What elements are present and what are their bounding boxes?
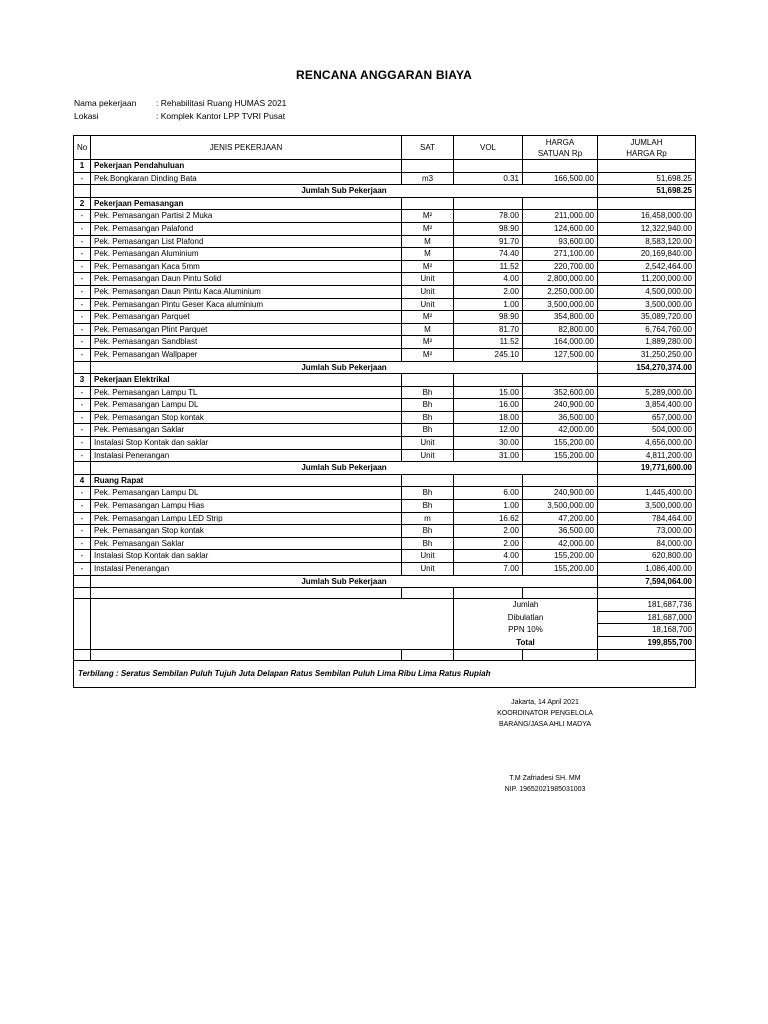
empty-cell (454, 197, 523, 210)
item-volume: 81.70 (454, 323, 523, 336)
table-row (74, 235, 696, 248)
subtotal-value: 7,594,064.00 (598, 575, 696, 588)
item-unit: M² (402, 348, 454, 361)
table-row (74, 424, 696, 437)
table-row (74, 563, 696, 576)
subtotal-row (74, 575, 696, 588)
item-total: 784,464.00 (598, 512, 696, 525)
item-bullet: - (74, 411, 91, 424)
section-title: Pekerjaan Pendahuluan (91, 160, 402, 173)
item-bullet: - (74, 512, 91, 525)
subtotal-value: 154,270,374.00 (598, 361, 696, 374)
item-unit: Bh (402, 386, 454, 399)
item-bullet: - (74, 323, 91, 336)
item-name: Pek. Pemasangan Lampu Hias (91, 500, 402, 513)
item-unit-price: 166,500.00 (523, 172, 598, 185)
section-header-row (74, 160, 696, 173)
summary-label: PPN 10% (454, 624, 598, 637)
meta-location (74, 111, 285, 121)
item-bullet: - (74, 172, 91, 185)
item-unit-price: 164,000.00 (523, 336, 598, 349)
table-row (74, 386, 696, 399)
item-name: Instalasi Stop Kontak dan saklar (91, 437, 402, 450)
item-bullet: - (74, 500, 91, 513)
table-body (74, 160, 696, 688)
item-name: Pek. Pemasangan Saklar (91, 537, 402, 550)
item-bullet: - (74, 235, 91, 248)
item-volume: 16.00 (454, 399, 523, 412)
item-bullet: - (74, 550, 91, 563)
summary-row (74, 599, 696, 612)
terbilang-row (74, 660, 696, 687)
item-bullet: - (74, 273, 91, 286)
item-unit-price: 240,900.00 (523, 399, 598, 412)
item-unit: M² (402, 336, 454, 349)
item-bullet: - (74, 285, 91, 298)
item-total: 4,811,200.00 (598, 449, 696, 462)
item-name: Pek. Pemasangan List Plafond (91, 235, 402, 248)
empty-cell (91, 599, 454, 612)
empty-cell (91, 611, 454, 624)
meta-location-value: : Komplek Kantor LPP TVRI Pusat (156, 111, 286, 121)
item-unit-price: 42,000.00 (523, 537, 598, 550)
item-unit: M² (402, 311, 454, 324)
summary-row (74, 624, 696, 637)
item-volume: 15.00 (454, 386, 523, 399)
table-row (74, 348, 696, 361)
section-number: 4 (74, 474, 91, 487)
item-total: 8,583,120.00 (598, 235, 696, 248)
item-volume: 2.00 (454, 525, 523, 538)
item-bullet: - (74, 399, 91, 412)
item-total: 620,800.00 (598, 550, 696, 563)
item-name: Pek. Pemasangan Lampu DL (91, 399, 402, 412)
section-header-row (74, 474, 696, 487)
item-unit-price: 36,500.00 (523, 525, 598, 538)
empty-cell (402, 197, 454, 210)
empty-cell (598, 197, 696, 210)
item-unit: M² (402, 210, 454, 223)
item-unit: M (402, 323, 454, 336)
signatory-name: T.M Zafriadesi SH. MM (509, 775, 581, 782)
subtotal-value: 51,698.25 (598, 185, 696, 198)
table-row (74, 285, 696, 298)
signatory-nip: NIP. 19652021985031003 (504, 786, 586, 793)
subtotal-value: 19,771,600.00 (598, 462, 696, 475)
document-title: RENCANA ANGGARAN BIAYA (296, 68, 472, 82)
table-row (74, 550, 696, 563)
header-jumlah-line2: HARGA Rp (626, 148, 667, 158)
item-unit: Bh (402, 500, 454, 513)
item-name: Pek. Pemasangan Stop kontak (91, 411, 402, 424)
item-unit: M (402, 235, 454, 248)
empty-cell (523, 649, 598, 660)
item-name: Pek. Pemasangan Partisi 2 Muka (91, 210, 402, 223)
table-row (74, 222, 696, 235)
empty-cell (598, 649, 696, 660)
item-unit: m (402, 512, 454, 525)
header-jumlah-line1: JUMLAH (630, 137, 663, 147)
item-unit: Unit (402, 285, 454, 298)
table-row (74, 399, 696, 412)
item-unit-price: 47,200.00 (523, 512, 598, 525)
empty-cell (402, 160, 454, 173)
meta-project (74, 98, 286, 108)
empty-cell (523, 588, 598, 599)
item-bullet: - (74, 222, 91, 235)
item-total: 3,854,400.00 (598, 399, 696, 412)
item-name: Pek. Pemasangan Lampu DL (91, 487, 402, 500)
item-total: 51,698.25 (598, 172, 696, 185)
item-name: Instalasi Penerangan (91, 449, 402, 462)
item-volume: 245.10 (454, 348, 523, 361)
item-total: 16,458,000.00 (598, 210, 696, 223)
empty-cell (74, 361, 91, 374)
signature-role-1: KOORDINATOR PENGELOLA (497, 710, 593, 717)
item-volume: 11.52 (454, 260, 523, 273)
empty-cell (74, 636, 91, 649)
item-unit: Bh (402, 399, 454, 412)
summary-label: Jumlah (454, 599, 598, 612)
item-unit-price: 2,250,000.00 (523, 285, 598, 298)
summary-value: 181,687,000 (598, 611, 696, 624)
subtotal-label: Jumlah Sub Pekerjaan (91, 575, 598, 588)
empty-cell (91, 636, 454, 649)
item-bullet: - (74, 437, 91, 450)
item-total: 20,169,840.00 (598, 248, 696, 261)
blank-row (74, 649, 696, 660)
empty-cell (598, 160, 696, 173)
item-bullet: - (74, 336, 91, 349)
section-header-row (74, 197, 696, 210)
item-total: 2,542,464.00 (598, 260, 696, 273)
empty-cell (74, 611, 91, 624)
section-title: Pekerjaan Pemasangan (91, 197, 402, 210)
item-volume: 0.31 (454, 172, 523, 185)
header-jenis: JENIS PEKERJAAN (91, 136, 402, 160)
table-row (74, 323, 696, 336)
item-unit: M² (402, 222, 454, 235)
empty-cell (91, 649, 402, 660)
item-volume: 98.90 (454, 222, 523, 235)
item-unit: M² (402, 260, 454, 273)
item-name: Instalasi Penerangan (91, 563, 402, 576)
item-bullet: - (74, 248, 91, 261)
empty-cell (598, 588, 696, 599)
item-total: 6,764,760.00 (598, 323, 696, 336)
item-volume: 4.00 (454, 273, 523, 286)
empty-cell (74, 185, 91, 198)
header-jumlah (598, 136, 696, 160)
table-row (74, 512, 696, 525)
terbilang-text: Terbilang : Seratus Sembilan Puluh Tujuh Juta Delapan Ratus Sembilan Puluh Lima Ribu Lima Ratus Rupiah (74, 660, 696, 687)
empty-cell (523, 474, 598, 487)
empty-cell (598, 474, 696, 487)
item-volume: 7.00 (454, 563, 523, 576)
item-unit-price: 155,200.00 (523, 437, 598, 450)
table-row (74, 537, 696, 550)
item-total: 1,086,400.00 (598, 563, 696, 576)
item-unit: Bh (402, 424, 454, 437)
item-unit: Unit (402, 550, 454, 563)
section-title: Pekerjaan Elektrikal (91, 374, 402, 387)
empty-cell (74, 575, 91, 588)
table-row (74, 437, 696, 450)
item-unit-price: 127,500.00 (523, 348, 598, 361)
summary-label: Dibulatlan (454, 611, 598, 624)
summary-row (74, 611, 696, 624)
subtotal-label: Jumlah Sub Pekerjaan (91, 462, 598, 475)
item-volume: 31.00 (454, 449, 523, 462)
item-unit-price: 155,200.00 (523, 550, 598, 563)
item-total: 4,500,000.00 (598, 285, 696, 298)
item-total: 1,889,280.00 (598, 336, 696, 349)
meta-project-value: : Rehabilitasi Ruang HUMAS 2021 (156, 98, 287, 108)
signature-place-date: Jakarta, 14 April 2021 (511, 699, 579, 706)
item-volume: 91.70 (454, 235, 523, 248)
table-row (74, 411, 696, 424)
empty-cell (74, 649, 91, 660)
item-bullet: - (74, 537, 91, 550)
item-total: 657,000.00 (598, 411, 696, 424)
item-total: 35,089,720.00 (598, 311, 696, 324)
item-name: Pek. Pemasangan Saklar (91, 424, 402, 437)
item-unit-price: 3,500,000.00 (523, 298, 598, 311)
item-bullet: - (74, 525, 91, 538)
item-volume: 12.00 (454, 424, 523, 437)
item-unit-price: 240,900.00 (523, 487, 598, 500)
empty-cell (454, 588, 523, 599)
item-name: Pek. Pemasangan Daun Pintu Kaca Aluminium (91, 285, 402, 298)
summary-row (74, 636, 696, 649)
table-row (74, 260, 696, 273)
summary-value: 181,687,736 (598, 599, 696, 612)
empty-cell (402, 374, 454, 387)
item-name: Pek. Pemasangan Kaca 5mm (91, 260, 402, 273)
item-bullet: - (74, 487, 91, 500)
item-unit: m3 (402, 172, 454, 185)
table-header-row (74, 136, 696, 160)
item-unit-price: 124,600.00 (523, 222, 598, 235)
item-unit: Unit (402, 437, 454, 450)
subtotal-row (74, 462, 696, 475)
header-vol: VOL (454, 136, 523, 160)
item-unit-price: 211,000.00 (523, 210, 598, 223)
item-unit: Unit (402, 298, 454, 311)
header-harga (523, 136, 598, 160)
table-row (74, 311, 696, 324)
item-bullet: - (74, 260, 91, 273)
subtotal-row (74, 185, 696, 198)
header-sat: SAT (402, 136, 454, 160)
item-volume: 2.00 (454, 537, 523, 550)
item-unit: Bh (402, 487, 454, 500)
table-row (74, 336, 696, 349)
item-total: 12,322,940.00 (598, 222, 696, 235)
section-number: 2 (74, 197, 91, 210)
empty-cell (454, 649, 523, 660)
table-row (74, 487, 696, 500)
subtotal-label: Jumlah Sub Pekerjaan (91, 185, 598, 198)
item-unit-price: 155,200.00 (523, 449, 598, 462)
empty-cell (454, 160, 523, 173)
table-row (74, 525, 696, 538)
item-bullet: - (74, 449, 91, 462)
item-unit-price: 3,500,000.00 (523, 500, 598, 513)
item-unit-price: 42,000.00 (523, 424, 598, 437)
item-bullet: - (74, 298, 91, 311)
item-name: Pek. Pemasangan Lampu TL (91, 386, 402, 399)
table-row (74, 273, 696, 286)
item-total: 84,000.00 (598, 537, 696, 550)
empty-cell (523, 160, 598, 173)
empty-cell (402, 474, 454, 487)
empty-cell (523, 374, 598, 387)
empty-cell (91, 624, 454, 637)
item-unit: Unit (402, 563, 454, 576)
table-row (74, 172, 696, 185)
item-bullet: - (74, 424, 91, 437)
item-bullet: - (74, 311, 91, 324)
item-unit: Bh (402, 537, 454, 550)
item-bullet: - (74, 348, 91, 361)
item-name: Pek. Pemasangan Pintu Geser Kaca aluminium (91, 298, 402, 311)
item-unit-price: 155,200.00 (523, 563, 598, 576)
section-title: Ruang Rapat (91, 474, 402, 487)
item-unit: Unit (402, 273, 454, 286)
item-unit-price: 2,800,000.00 (523, 273, 598, 286)
item-unit-price: 82,800.00 (523, 323, 598, 336)
item-name: Pek. Pemasangan Parquet (91, 311, 402, 324)
section-header-row (74, 374, 696, 387)
item-total: 3,500,000.00 (598, 298, 696, 311)
item-name: Pek. Pemasangan Lampu LED Strip (91, 512, 402, 525)
item-total: 4,656,000.00 (598, 437, 696, 450)
summary-value: 199,855,700 (598, 636, 696, 649)
item-total: 73,000.00 (598, 525, 696, 538)
subtotal-row (74, 361, 696, 374)
table-row (74, 210, 696, 223)
item-total: 3,500,000.00 (598, 500, 696, 513)
item-unit-price: 352,600.00 (523, 386, 598, 399)
item-unit: Unit (402, 449, 454, 462)
item-volume: 1.00 (454, 298, 523, 311)
item-volume: 18.00 (454, 411, 523, 424)
item-volume: 78.00 (454, 210, 523, 223)
table-row (74, 500, 696, 513)
item-unit-price: 93,600.00 (523, 235, 598, 248)
item-total: 1,445,400.00 (598, 487, 696, 500)
item-volume: 30.00 (454, 437, 523, 450)
empty-cell (523, 197, 598, 210)
table-row (74, 298, 696, 311)
empty-cell (74, 462, 91, 475)
meta-project-label: Nama pekerjaan (74, 98, 137, 108)
section-number: 1 (74, 160, 91, 173)
item-unit-price: 36,500.00 (523, 411, 598, 424)
item-name: Pek.Bongkaran Dinding Bata (91, 172, 402, 185)
item-unit: Bh (402, 525, 454, 538)
item-name: Instalasi Stop Kontak dan saklar (91, 550, 402, 563)
item-total: 31,250,250.00 (598, 348, 696, 361)
item-unit: M (402, 248, 454, 261)
signature-role-2: BARANG/JASA AHLI MADYA (498, 721, 592, 728)
empty-cell (91, 588, 402, 599)
item-name: Pek. Pemasangan Stop kontak (91, 525, 402, 538)
empty-cell (74, 588, 91, 599)
item-name: Pek. Pemasangan Palafond (91, 222, 402, 235)
subtotal-label: Jumlah Sub Pekerjaan (91, 361, 598, 374)
section-number: 3 (74, 374, 91, 387)
item-volume: 4.00 (454, 550, 523, 563)
empty-cell (454, 374, 523, 387)
header-harga-line1: HARGA (545, 137, 575, 147)
item-total: 11,200,000.00 (598, 273, 696, 286)
table-row (74, 248, 696, 261)
meta-location-label: Lokasi (74, 111, 99, 121)
signatory-block (470, 773, 620, 795)
item-bullet: - (74, 386, 91, 399)
item-volume: 2.00 (454, 285, 523, 298)
summary-value: 18,168,700 (598, 624, 696, 637)
item-unit-price: 354,800.00 (523, 311, 598, 324)
item-volume: 16.62 (454, 512, 523, 525)
empty-cell (74, 624, 91, 637)
item-total: 5,289,000.00 (598, 386, 696, 399)
empty-cell (454, 474, 523, 487)
summary-label: Total (454, 636, 598, 649)
header-no: No (74, 136, 91, 160)
item-volume: 6.00 (454, 487, 523, 500)
item-name: Pek. Pemasangan Daun Pintu Solid (91, 273, 402, 286)
header-harga-line2: SATUAN Rp (537, 148, 583, 158)
item-name: Pek. Pemasangan Sandblast (91, 336, 402, 349)
item-name: Pek. Pemasangan Aluminium (91, 248, 402, 261)
item-name: Pek. Pemasangan Plint Parquet (91, 323, 402, 336)
empty-cell (402, 649, 454, 660)
empty-cell (74, 599, 91, 612)
item-bullet: - (74, 210, 91, 223)
item-name: Pek. Pemasangan Wallpaper (91, 348, 402, 361)
item-unit-price: 271,100.00 (523, 248, 598, 261)
item-volume: 98.90 (454, 311, 523, 324)
blank-row (74, 588, 696, 599)
item-volume: 1.00 (454, 500, 523, 513)
budget-table (73, 135, 696, 688)
item-volume: 74.40 (454, 248, 523, 261)
signature-block (470, 697, 620, 730)
item-total: 504,000.00 (598, 424, 696, 437)
empty-cell (402, 588, 454, 599)
empty-cell (598, 374, 696, 387)
item-volume: 11.52 (454, 336, 523, 349)
item-unit: Bh (402, 411, 454, 424)
item-unit-price: 220,700.00 (523, 260, 598, 273)
table-row (74, 449, 696, 462)
item-bullet: - (74, 563, 91, 576)
